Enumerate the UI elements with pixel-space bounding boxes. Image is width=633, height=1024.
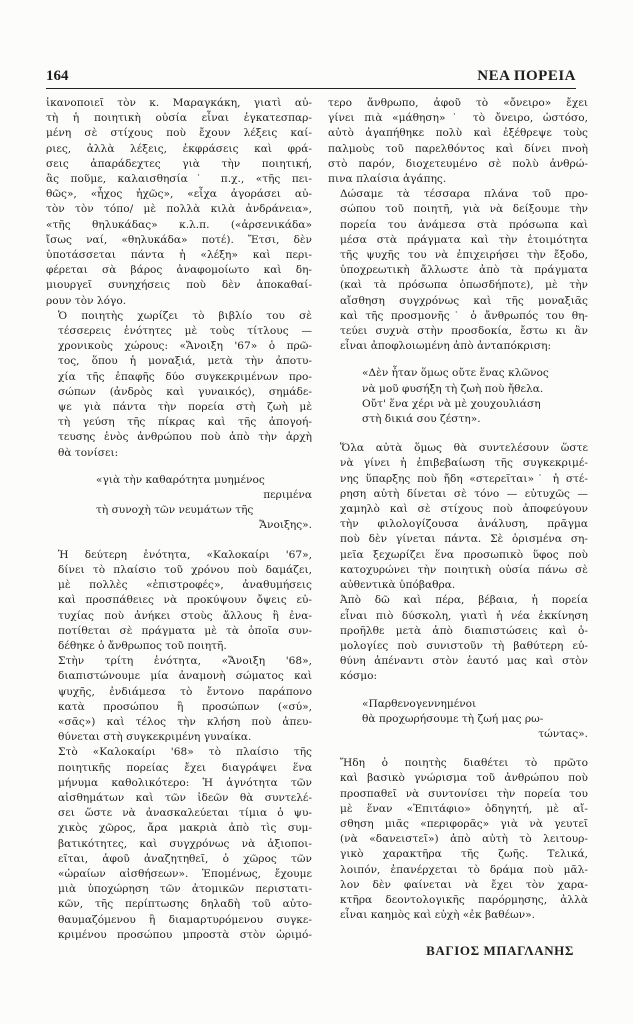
text-line: θὰ προχωρήσουμε τὴ ζωή μας ρω- xyxy=(362,712,544,725)
poem-quote xyxy=(328,366,588,427)
paragraph xyxy=(328,756,588,923)
text-line: μιουργεῖ συνηχήσεις ποὺ δὲν ἀποκαθαί- xyxy=(46,279,312,292)
paragraph xyxy=(328,441,588,593)
text-line: μέσα στὰ πράγματα καὶ τὴν ἑτοιμότητα xyxy=(340,233,588,246)
text-line: «ὡραίων αἰσθήσεων». Ἑπομένως, ἔχουμε xyxy=(58,867,312,880)
text-line: καὶ προσπάθειες νὰ προκύψουν ὄψεις εὐ- xyxy=(58,594,312,607)
text-line: ποιητικῆς πορείας ἔχει διαγράψει ἕνα xyxy=(58,761,312,774)
paragraph xyxy=(328,96,588,187)
text-line: τὴ γεύση τῆς πίκρας καὶ τῆς ἀπογοή- xyxy=(58,416,312,429)
text-line: αὐτὸ ἀγαπήθηκε πολὺ καὶ ἐξέθρεψε τοὺς xyxy=(328,127,588,140)
text-line: ριες, ἀλλὰ λέξεις, ἐκφράσεις καὶ φρά- xyxy=(46,142,312,155)
text-line: χία τῆς ἐπαφῆς δύο συγκεκριμένων προ- xyxy=(58,370,312,383)
text-line: κτῆρα δεοντολογικῆς παρόρμησης, ἀλλὰ xyxy=(340,893,588,906)
text-line: ρουν τὸν λόγο. xyxy=(46,294,127,307)
text-line: «γιὰ τὴν καθαρότητα μυημένος xyxy=(96,473,265,486)
text-line: ψυχῆς, ἐνδιάμεσα τὸ ἔντονο παράπονο xyxy=(58,685,312,698)
text-line: Ἤδη ὁ ποιητὴς διαθέτει τὸ πρῶτο xyxy=(340,757,588,770)
text-line: Στὸ «Καλοκαίρι '68» τὸ πλαίσιο τῆς xyxy=(58,746,312,759)
text-line: τὴν φιλολογίζουσα ἀνάλυση, πρᾶγμα xyxy=(340,518,588,531)
text-line: Οὔτ' ἕνα χέρι νὰ μὲ χουχουλιάση xyxy=(362,397,541,410)
text-line: γίνει πιὰ «μάθηση»˙ τὸ ὄνειρο, ὡστόσο, xyxy=(328,112,588,125)
text-line: τέσσερεις ἑνότητες μὲ τοὺς τίτλους — xyxy=(58,325,312,338)
text-line: στὸ παρόν, διοχετευμένο σὲ πολὺ ἀνθρώ- xyxy=(328,157,588,170)
poem-quote xyxy=(46,473,312,534)
text-line: γικὸ χαρακτῆρα τῆς ζωῆς. Τελικά, xyxy=(340,848,588,861)
text-line: λοιπόν, ἐπανέρχεται τὸ δράμα ποὺ μᾶλ- xyxy=(340,863,588,876)
text-line: (νὰ «δανειστεῖ») ἀπὸ αὐτὴ τὸ λειτουρ- xyxy=(340,833,588,846)
text-line: χρονικοὺς χώρους: «Ἄνοιξη '67» ὁ πρῶ- xyxy=(58,340,312,353)
paragraph xyxy=(46,96,312,309)
text-line: ποὺ δὲν γίνεται πάντα. Σὲ ὁρισμένα ση- xyxy=(340,533,588,546)
text-line: Στὴν τρίτη ἑνότητα, «Ἄνοιξη '68», xyxy=(58,655,312,668)
text-line: νὰ μοῦ φυσήξη τὴ ζωὴ ποὺ ἤθελα. xyxy=(362,382,544,395)
text-line: τῆς ψυχῆς του νὰ ἐπιχειρήσει τὴν ἔξοδο, xyxy=(340,249,588,262)
text-line: Ὅλα αὐτὰ ὅμως θὰ συντελέσουν ὥστε xyxy=(340,442,588,455)
text-line: θὰ τονίσει: xyxy=(58,446,119,459)
text-line: σει ὥστε νὰ ἀνασκαλεύεται τίμια ὁ ψυ- xyxy=(58,807,312,820)
paragraph xyxy=(46,548,312,654)
text-line: καὶ τῆς προσμονῆς˙ ὁ ἄνθρωπός του θη- xyxy=(340,309,588,322)
text-line: προσπαθεῖ νὰ συντονίσει τὴν πορεία του xyxy=(340,787,588,800)
text-line: τερο ἄνθρωπο, ἀφοῦ τὸ «ὄνειρο» ἔχει xyxy=(328,97,588,109)
text-line: τὴ ἡ ποιητικὴ οὐσία εἶναι ἐγκατεσπαρ- xyxy=(46,112,312,125)
text-line: «σᾶς») καὶ τέλος τὴν κλήση ποὺ ἀπευ- xyxy=(58,715,312,728)
text-line: θύνεται στὴ συγκεκριμένη γυναίκα. xyxy=(58,731,252,744)
text-line: κατὰ προσώπου ἢ προσώπων («σύ», xyxy=(58,700,312,713)
page-header xyxy=(46,66,576,89)
text-line: σώπου τοῦ ποιητῆ, γιὰ νὰ δείξουμε τὴν xyxy=(340,203,588,216)
text-line: Ὁ ποιητὴς χωρίζει τὸ βιβλίο του σὲ xyxy=(58,309,312,322)
text-line: νὰ γίνει ἡ ἐπιβεβαίωση τῆς συγκεκριμέ- xyxy=(340,457,588,470)
text-line: παλμοὺς τοῦ παρελθόντος καὶ δίνει πνοὴ xyxy=(328,142,588,155)
text-line: μὲ πολλὲς «ἐπιστροφές», ἀναθυμήσεις xyxy=(58,579,312,592)
text-line: τυχίας ποὺ ἀνήκει στοὺς ἄλλους ἢ ἐνα- xyxy=(58,609,312,622)
text-line: σθηση μιᾶς «περιφορᾶς» γιὰ νὰ γευτεῖ xyxy=(340,817,588,830)
paragraph xyxy=(46,309,312,461)
text-line: χαμηλὸ καὶ σὲ στίχους ποὺ ἀποφεύγουν xyxy=(340,503,588,516)
text-line: εῖται, ἀφοῦ ἀναζητηθεῖ, ὁ χῶρος τῶν xyxy=(58,852,312,865)
text-line: Ἀπὸ δῶ καὶ πέρα, βέβαια, ἡ πορεία xyxy=(340,594,588,607)
text-line: «Δὲν ἦταν ὅμως οὔτε ἕνας κλῶνος xyxy=(362,367,549,380)
text-line: ποτίθεται σὲ πράγματα μὲ τὰ ὁποῖα συν- xyxy=(58,624,312,637)
text-line: πορεία του ἀνάμεσα στὰ πρόσωπα καὶ xyxy=(340,218,588,231)
text-line: τώντας». xyxy=(538,727,588,740)
text-line: εἶναι καημὸς καὶ εὐχὴ «ἐκ βαθέων». xyxy=(340,909,536,922)
text-line: κριμένου προσώπου μπροστὰ στὸν ὡριμό- xyxy=(58,928,312,941)
text-line: μιὰ ὑποχώρηση τῶν ἀτομικῶν περιστατι- xyxy=(58,883,312,896)
paragraph xyxy=(46,654,312,745)
text-line: σώπων (ἀνδρὸς καὶ γυναικός), σημάδε- xyxy=(58,385,312,398)
right-column xyxy=(328,96,588,959)
text-line: χικὸς χῶρος, ἄρα μακριὰ ἀπὸ τὶς συμ- xyxy=(58,822,312,835)
text-line: «τῆς θηλυκάδας» κ.λ.π. («ἀρσενικάδα» xyxy=(46,218,312,231)
paragraph xyxy=(328,187,588,354)
text-line: τὸν τὸν τόπο/ μὲ πολλὰ κιλὰ ἀνδράνεια», xyxy=(46,203,312,216)
text-line: ἱκανοποιεῖ τὸν κ. Μαραγκάκη, γιατὶ αὐ- xyxy=(46,97,312,109)
paragraph xyxy=(328,593,588,684)
text-line: Ἡ δεύτερη ἑνότητα, «Καλοκαίρι '67», xyxy=(58,548,312,561)
text-line: Δώσαμε τὰ τέσσαρα πλάνα τοῦ προ- xyxy=(340,188,588,201)
text-line: αὐθεντικὰ ὑπόβαθρα. xyxy=(340,579,456,592)
text-line: εἶναι πιὸ δύσκολη, γιατὶ ἡ νέα ἐκκίνηση xyxy=(340,609,588,622)
text-line: εἶναι ἀποφλοιωμένη ἀπὸ ἀνταπόκριση: xyxy=(340,340,552,353)
text-line: Ἄνοιξης». xyxy=(259,519,312,532)
text-line: στὴ δικιά σου ζέστη». xyxy=(362,413,481,426)
text-line: ἴσως ναί, «θηλυκάδα» ποτέ). Ἔτσι, δὲν xyxy=(46,233,312,246)
text-line: δίνει τὸ πλαίσιο τοῦ χρόνου ποὺ δαμάζει, xyxy=(58,563,312,576)
text-line: δέθηκε ὁ ἄνθρωπος τοῦ ποιητῆ. xyxy=(58,639,227,652)
text-line: μὲ ἕναν «Ἐπιτάφιο» ὁδηγητή, μὲ αἴ- xyxy=(340,802,588,815)
text-line: αἰσθημάτων καὶ τῶν ἰδεῶν θὰ συντελέ- xyxy=(58,791,312,804)
text-line: μεῖα ξεχωρίζει ἕνα προσωπικὸ ὕφος ποὺ xyxy=(340,548,588,561)
text-line: φέρεται σὰ βάρος ἀναφομοίωτο καὶ δη- xyxy=(46,264,312,277)
text-line: τὴ συνοχὴ τῶν νευμάτων τῆς xyxy=(96,504,254,517)
text-line: προῆλθε μετὰ ἀπὸ διαπιστώσεις καὶ ὁ- xyxy=(340,624,588,637)
text-line: μένη σὲ στίχους ποὺ ἔχουν λέξεις καί- xyxy=(46,127,312,140)
text-line: νης ὕπαρξης ποὺ ἤδη «στερεῖται»˙ ἡ στέ- xyxy=(340,472,588,485)
text-line: τεύει συχνὰ στὴν προσδοκία, ἔστω κι ἂν xyxy=(340,325,588,338)
paragraph xyxy=(46,745,312,943)
text-line: διαπιστώνουμε μία ἀναμονὴ σώματος καὶ xyxy=(58,670,312,683)
text-line: «Παρθενογεννημένοι xyxy=(362,697,477,710)
text-line: βατικότητες, καὶ συγχρόνως νὰ ἀξιοποι- xyxy=(58,837,312,850)
text-line: μολογίες ποὺ συνιστοῦν τὴ βαθύτερη εὐ- xyxy=(340,639,588,652)
text-line: μήνυμα καθολικότερο: Ἡ ἁγνότητα τῶν xyxy=(58,776,312,789)
author-signature: ΒΑΓΙΟΣ ΜΠΑΓΛΑΝΗΣ xyxy=(426,943,574,959)
text-line: κατοχυρώνει τὴν ποιητικὴ οὐσία πάνω σὲ xyxy=(340,563,588,576)
text-line: κῶν, τῆς περίπτωσης δηλαδὴ τοῦ αὐτο- xyxy=(58,898,312,911)
text-line: τευσης ἑνὸς ἀνθρώπου ποὺ ἀπὸ τὴν ἀρχὴ xyxy=(58,431,312,444)
text-line: κόσμο: xyxy=(340,670,378,683)
page-number: 164 xyxy=(46,68,69,84)
text-line: αἴσθηση συγχρόνως καὶ τῆς μοναξιᾶς xyxy=(340,294,588,307)
text-line: ὑποτάσσεται πάντα ἡ «λέξη» καὶ περι- xyxy=(46,249,312,262)
poem-quote xyxy=(328,697,588,743)
text-line: πινα πλαίσια ἀγάπης. xyxy=(328,173,447,186)
text-line: θαυμαζόμενου ἢ διαμαρτυρόμενου συγκε- xyxy=(58,913,312,926)
text-line: καὶ βασικὸ γνώρισμα τοῦ ἀνθρώπου ποὺ xyxy=(340,772,588,785)
text-line: σεις ἀπαράδεχτες γιὰ τὴν ποιητική, xyxy=(46,157,312,170)
text-line: περιμένα xyxy=(263,489,312,502)
text-line: ἂς ποῦμε, καλαισθησία˙ π.χ., «τῆς πει- xyxy=(46,173,312,186)
text-line: θῶς», «ἦχος ἠχῶς», «εἶχα ἀγοράσει αὐ- xyxy=(46,188,312,201)
left-column xyxy=(46,96,312,943)
text-line: ὑποχρεωτικὴ ἄλλωστε ἀπὸ τὰ πράγματα xyxy=(340,264,588,277)
journal-title: ΝΕΑ ΠΟΡΕΙΑ xyxy=(477,68,576,84)
text-line: (καὶ τὰ πρόσωπα ὁπωσδήποτε), μὲ τὴν xyxy=(340,279,588,292)
text-line: ψε γιὰ πάντα τὴν πορεία στὴ ζωὴ μὲ xyxy=(58,401,312,414)
text-line: θύνη ἀπέναντι στὸν ἑαυτό μας καὶ στὸν xyxy=(340,655,588,668)
text-line: τος, ὅπου ἡ μοναξιά, μετὰ τὴν ἀποτυ- xyxy=(58,355,312,368)
text-line: ρηση αὐτὴ δίνεται σὲ τόνο — εὐτυχῶς — xyxy=(340,487,588,500)
text-line: λον δὲν φαίνεται νὰ ἔχει τὸν χαρα- xyxy=(340,878,588,891)
